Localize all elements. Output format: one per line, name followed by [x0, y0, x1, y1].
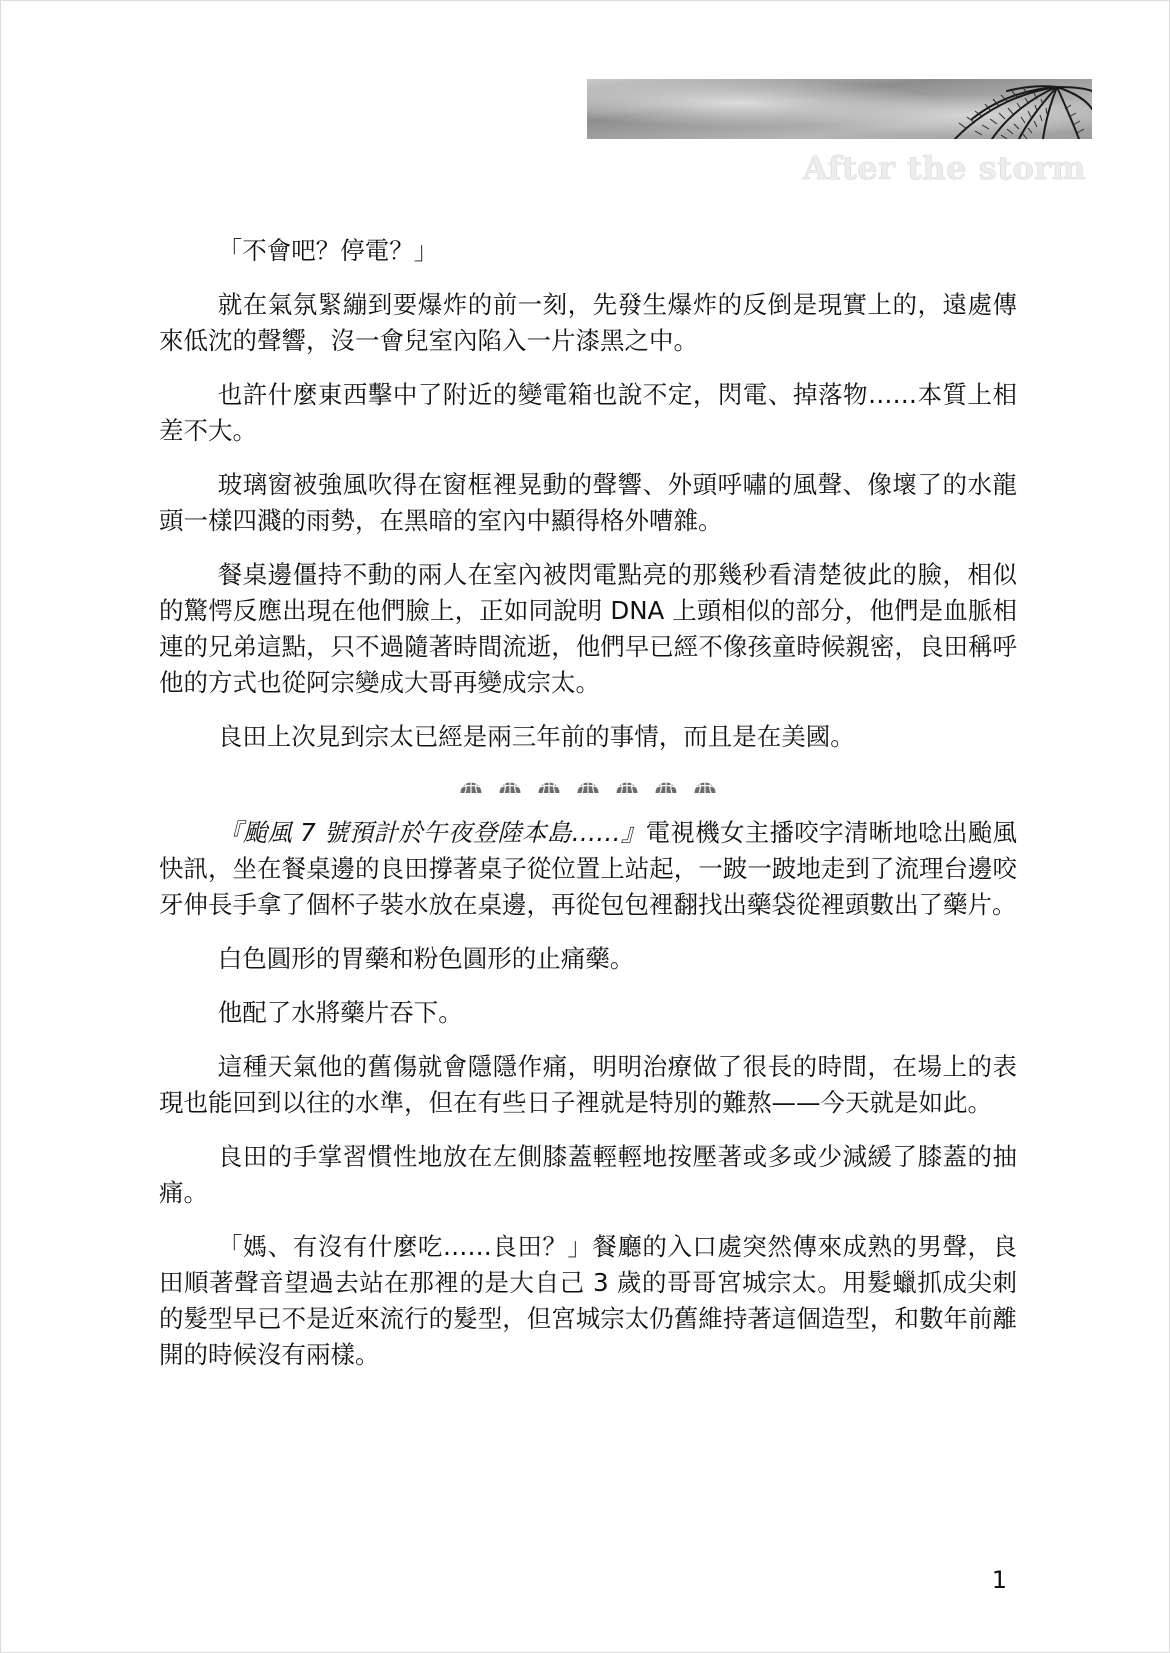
paragraph: 餐桌邊僵持不動的兩人在室內被閃電點亮的那幾秒看清楚彼此的臉，相似的驚愕反應出現在他們臉上，正如同說明 DNA 上頭相似的部分，他們是血脈相連的兄弟這點，只不過隨著時間流逝，他們早已經不像孩童時候親密，良田稱呼他的方式也從阿宗變成大哥再變成宗太。 [159, 560, 1017, 697]
body-text [159, 233, 1017, 1391]
basketball-icon [459, 774, 483, 798]
palm-tree-banner-image [587, 79, 1092, 139]
paragraph: 也許什麼東西擊中了附近的變電箱也說不定，閃電、掉落物……本質上相差不大。 [159, 380, 1017, 445]
paragraph: 「媽、有沒有什麼吃……良田？」餐廳的入口處突然傳來成熟的男聲，良田順著聲音望過去站在那裡的是大自己 3 歲的哥哥宮城宗太。用髮蠟抓成尖刺的髮型早已不是近來流行的髮型，但宮城宗太仍舊維持著這個造型，和數年前離開的時候沒有兩樣。 [159, 1232, 1017, 1369]
basketball-icon [537, 774, 561, 798]
paragraph: 良田的手掌習慣性地放在左側膝蓋輕輕地按壓著或多或少減緩了膝蓋的抽痛。 [159, 1142, 1017, 1207]
page-number: 1 [991, 1566, 1007, 1594]
paragraph: 他配了水將藥片吞下。 [217, 998, 463, 1027]
paragraph: 玻璃窗被強風吹得在窗框裡晃動的聲響、外頭呼嘯的風聲、像壞了的水龍頭一樣四濺的雨勢，在黑暗的室內中顯得格外嘈雜。 [159, 470, 1017, 535]
basketball-icon [615, 774, 639, 798]
paragraph: 良田上次見到宗太已經是兩三年前的事情，而且是在美國。 [217, 722, 855, 751]
paragraph [159, 815, 1017, 923]
paragraph: 就在氣氛緊繃到要爆炸的前一刻，先發生爆炸的反倒是現實上的，遠處傳來低沈的聲響，沒一會兒室內陷入一片漆黑之中。 [159, 290, 1017, 355]
paragraph: 白色圓形的胃藥和粉色圓形的止痛藥。 [217, 944, 635, 973]
paragraph: 這種天氣他的舊傷就會隱隱作痛，明明治療做了很長的時間，在場上的表現也能回到以往的水準，但在有些日子裡就是特別的難熬——今天就是如此。 [159, 1052, 1017, 1117]
basketball-icon [693, 774, 717, 798]
paragraph: 「不會吧？停電？」 [217, 236, 439, 265]
section-divider [159, 773, 1017, 799]
basketball-icon [498, 774, 522, 798]
basketball-icon [576, 774, 600, 798]
broadcast-quote: 『颱風 7 號預計於午夜登陸本島……』 [217, 818, 646, 847]
paragraph-text: 電視機女主播咬字清晰地唸出颱風快訊，坐在餐桌邊的良田撐著桌子從位置上站起，一跛一跛地走到了流理台邊咬牙伸長手拿了個杯子裝水放在桌邊，再從包包裡翻找出藥袋從裡頭數出了藥片。 [159, 818, 1017, 919]
book-title-header: After the storm [802, 149, 1086, 187]
basketball-icon [654, 774, 678, 798]
